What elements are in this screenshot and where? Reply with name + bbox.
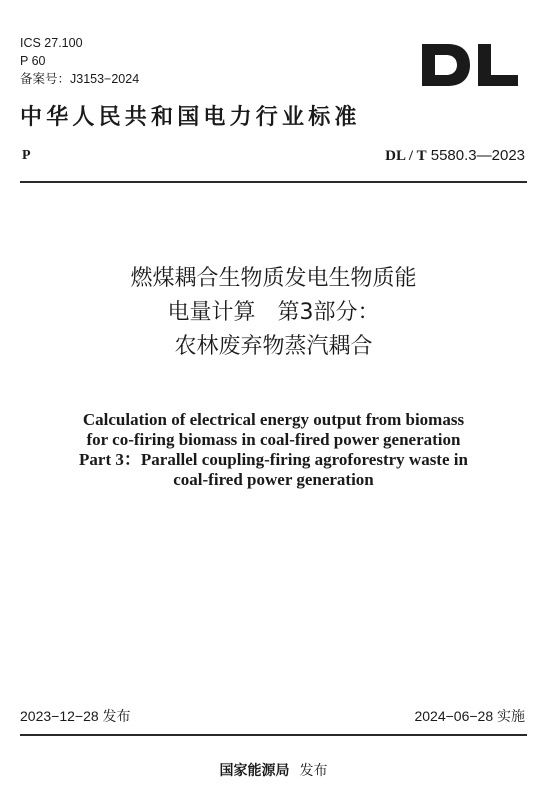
issuing-organization: 中华人民共和国电力行业标准 [20, 104, 361, 130]
cn-title-line-2: 电量计算 第3部分： [167, 300, 380, 325]
metadata-block [20, 34, 139, 88]
ics-code: ICS 27.100 [20, 36, 83, 50]
issuer-line [0, 760, 547, 780]
issuer-name: 国家能源局 [219, 763, 290, 779]
cn-title-line-3: 农林废弃物蒸汽耦合 [174, 334, 373, 359]
filing-number: 备案号：J3153−2024 [20, 72, 140, 86]
en-title-line-2: for co-firing biomass in coal-fired power generation [86, 430, 461, 449]
en-title-line-4: coal-fired power generation [173, 470, 374, 489]
standard-prefix: DL / T [385, 148, 427, 164]
issue-date: 2023−12−28 发布 [20, 708, 131, 724]
standard-number [385, 147, 525, 165]
issuer-action: 发布 [299, 763, 328, 779]
header-divider [20, 181, 527, 183]
category-label: P [22, 148, 31, 163]
chinese-title [0, 262, 547, 364]
cn-title-line-1: 燃煤耦合生物质发电生物质能 [130, 266, 417, 291]
en-title-line-1: Calculation of electrical energy output from biomass [82, 410, 465, 429]
effective-date: 2024−06−28 实施 [414, 708, 525, 724]
dl-logo [420, 40, 520, 90]
standard-code: 5580.3—2023 [430, 147, 525, 164]
footer-divider [20, 734, 527, 736]
english-title [0, 410, 547, 490]
p-code: P 60 [20, 54, 46, 68]
en-title-line-3: Part 3：Parallel coupling-firing agroforestry waste in [79, 450, 468, 469]
